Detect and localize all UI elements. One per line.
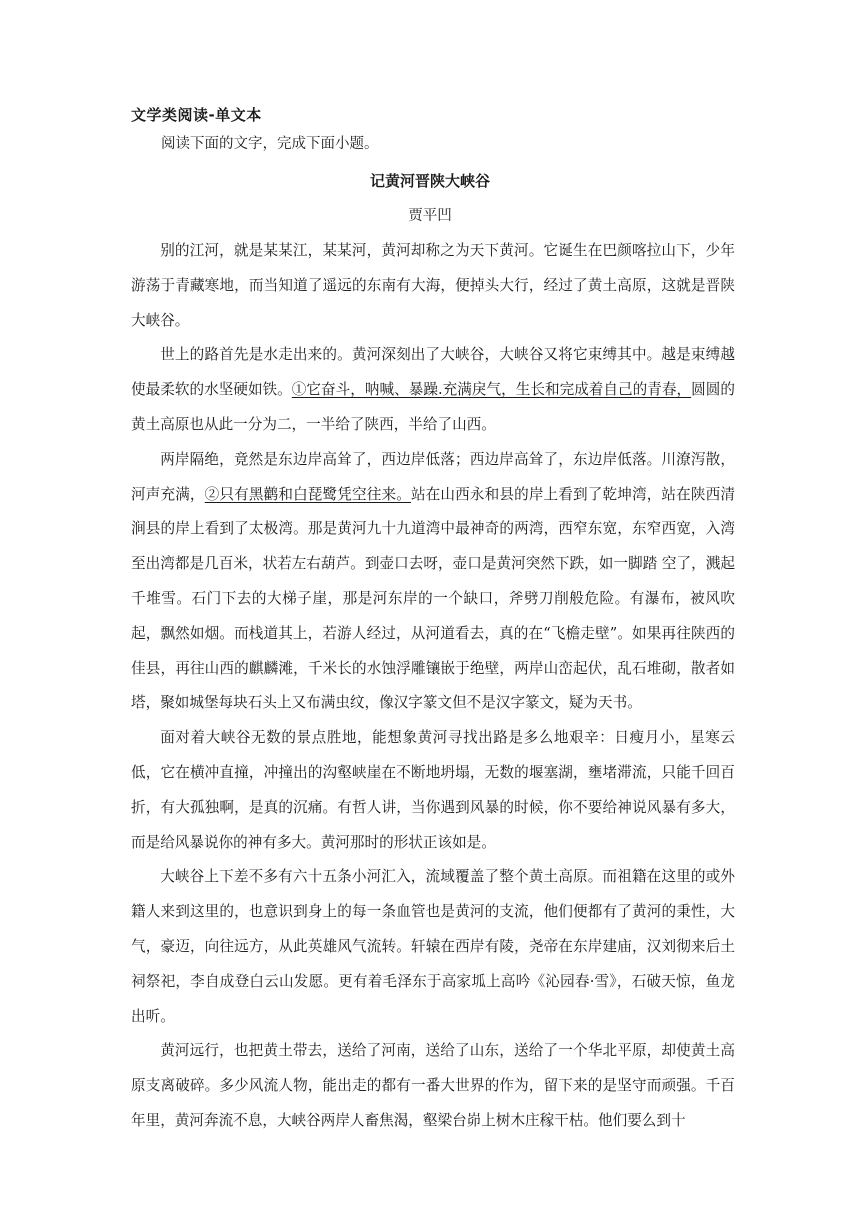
paragraph-2	[131, 338, 735, 442]
paragraph-text: 站在山西永和县的岸上看到了乾坤湾，站在陕西清涧县的岸上看到了太极湾。那是黄河九十九道湾中最神奇的两湾，西窄东宽，东窄西宽，入湾至出湾都是几百米，状若左右葫芦。到壶口去呀，壶口是黄河突然下跌，如一脚踏 空了，溅起千堆雪。石门下去的大梯子崖，那是河东岸的一个缺口，斧劈刀削般危险。有瀑布，被风吹起，飘然如烟。而栈道其上，若游人经过，从河道看去，真的在“飞檐走壁”。如果再往陕西的佳县，再往山西的麒麟滩，千米长的水蚀浮雕镶嵌于绝壁，两岸山峦起伏，乱石堆砌，散者如塔，聚如城堡每块石头上又布满虫纹，像汉字篆文但不是汉字篆文，疑为天书。	[131, 485, 735, 712]
article-title: 记黄河晋陕大峡谷	[369, 172, 490, 190]
paragraph-5	[131, 860, 735, 1034]
section-title: 文学类阅读-单文本	[131, 106, 262, 124]
paragraph-text: 黄河远行，也把黄土带去，送给了河南，送给了山东，送给了一个华北平原，却使黄土高 原支离破碎。多少风流人物，能出走的都有一番大世界的作为，留下来的是坚守而顽强。千百年里，黄河奔流不息，大峡谷两岸人畜焦渴，壑梁台峁上树木庄稼干枯。他们要么到十	[131, 1042, 735, 1129]
underlined-sentence-1: ①它奋斗，呐喊、暴躁.充满戾气，生长和完成着自己的青春，	[291, 381, 692, 399]
paragraph-text: 大峡谷上下差不多有六十五条小河汇入，流域覆盖了整个黄土高原。而祖籍在这里的或外籍人来到这里的，也意识到身上的每一条血管也是黄河的支流，他们便都有了黄河的秉性，大气，豪迈，向往远方，从此英雄风气流转。轩辕在西岸有陵，尧帝在东岸建庙，汉刘彻来后土祠祭祀，李自成登白云山发愿。更有着毛泽东于高家坬上高吟《沁园春·雪》，石破天惊，鱼龙出听。	[131, 868, 735, 1025]
paragraph-text: 两岸隔绝，竟然是东边岸高耸了，西边岸低落；西边岸高耸了，东边岸低落。川潦泻散，河声充满，	[131, 450, 735, 503]
paragraph-1	[131, 234, 735, 338]
paragraph-text: 世上的路首先是水走出来的。黄河深刻出了大峡谷，大峡谷又将它束缚其中。越是束缚越使最柔软的水坚硬如铁。	[131, 346, 735, 399]
underlined-sentence-2: ②只有黑鹳和白琵鹭凭空往来。	[204, 485, 411, 503]
article-body	[131, 234, 735, 1139]
paragraph-3	[131, 443, 735, 721]
paragraph-text: 别的江河，就是某某江，某某河，黄河却称之为天下黄河。它诞生在巴颜喀拉山下，少年游荡于青藏寒地，而当知道了遥远的东南有大海，便掉头大行，经过了黄土高原，这就是晋陕大峡谷。	[131, 242, 735, 329]
paragraph-6	[131, 1034, 735, 1138]
paragraph-text: 圆圆的黄土高原也从此一分为二，一半给了陕西，半给了山西。	[131, 381, 735, 433]
article-author: 贾平凹	[408, 208, 452, 224]
paragraph-4	[131, 721, 735, 860]
instruction-text: 阅读下面的文字，完成下面小题。	[161, 136, 379, 152]
paragraph-text: 面对着大峡谷无数的景点胜地，能想象黄河寻找出路是多么地艰辛：日瘦月小，星寒云低，它在横冲直撞，冲撞出的沟壑峡崖在不断地坍塌，无数的堰塞湖，壅堵滞流，只能千回百折，有大孤独啊，是真的沉痛。有哲人讲，当你遇到风暴的时候，你不要给神说风暴有多大，而是给风暴说你的神有多大。黄河那时的形状正该如是。	[131, 729, 735, 851]
